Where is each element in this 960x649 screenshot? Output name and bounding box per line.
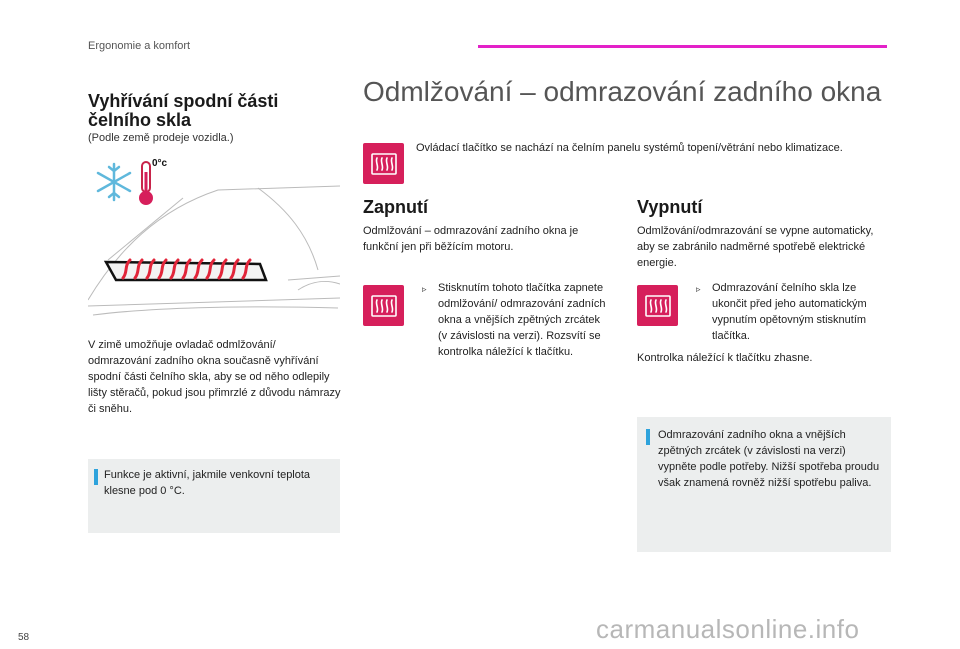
right-info-box: [637, 417, 891, 552]
left-info-text: Funkce je aktivní, jakmile venkovní teplota klesne pod 0 °C.: [104, 469, 311, 497]
off-section-title: Vypnutí: [637, 197, 703, 217]
info-marker-icon: [94, 469, 98, 485]
on-section-title: Zapnutí: [363, 197, 428, 217]
intro-text: Ovládací tlačítko se nachází na čelním panelu systémů topení/větrání nebo klimatizace.: [416, 142, 843, 154]
on-section-text: Odmlžování – odmrazování zadního okna je funkční jen při běžícím motoru.: [363, 225, 579, 253]
off-after-text: Kontrolka náležící k tlačítku zhasne.: [637, 352, 813, 364]
off-bullet-text: Odmrazování čelního skla lze ukončit před jeho automatickým vypnutím opětovným stisknutím tlačítka.: [712, 282, 867, 342]
section-label: Ergonomie a komfort: [88, 40, 191, 52]
page-title: Odmlžování – odmrazování zadního okna: [363, 76, 882, 107]
left-info-box: [88, 459, 340, 533]
watermark: carmanualsonline.info: [596, 614, 860, 644]
windshield-illustration: [88, 180, 340, 320]
left-section-note: (Podle země prodeje vozidla.): [88, 132, 234, 144]
off-section-text: Odmlžování/odmrazování se vypne automaticky, aby se zabránilo nadměrné spotřebě elektrické energie.: [637, 225, 874, 269]
rear-defrost-button-icon: [363, 285, 404, 326]
bullet-icon: ▹: [696, 284, 701, 294]
left-section-title: Vyhřívání spodní části čelního skla: [88, 91, 279, 130]
right-info-text: Odmrazování zadního okna a vnějších zpětných zrcátek (v závislosti na verzi) vypněte podle potřeby. Nižší spotřeba proudu však znamená rovněž nižší spotřebu paliva.: [658, 429, 880, 489]
page-number: 58: [18, 632, 30, 643]
bullet-icon: ▹: [422, 284, 427, 294]
thermometer-label: 0°c: [152, 158, 168, 169]
left-paragraph: V zimě umožňuje ovladač odmlžování/ odmrazování zadního okna současně vyhřívání spodní části čelního skla, aby se od něho odlepily lišty stěračů, pokud jsou přimrzlé z důvodu námrazy či sněhu.: [88, 339, 341, 415]
section-accent-bar: [478, 45, 887, 48]
info-marker-icon: [646, 429, 650, 445]
rear-defrost-icon: [363, 143, 404, 184]
on-bullet-text: Stisknutím tohoto tlačítka zapnete odmlžování/ odmrazování zadních okna a vnějších zpětných zrcátek (v závislosti na verzi). Rozsvítí se kontrolka náležící k tlačítku.: [438, 282, 606, 358]
windshield-defrost-button-icon: [637, 285, 678, 326]
